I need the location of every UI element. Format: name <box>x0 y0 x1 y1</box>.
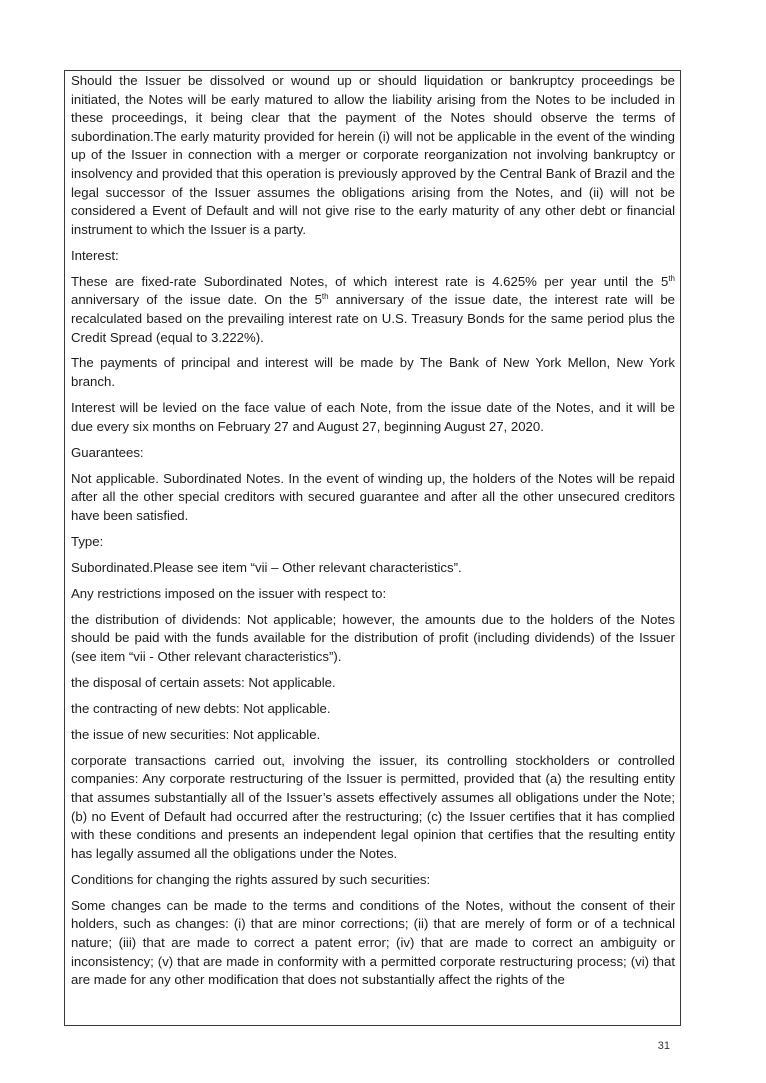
paragraph-disposal-assets: the disposal of certain assets: Not applicable. <box>71 674 336 690</box>
text-segment: anniversary of the issue date. On the 5 <box>71 292 322 308</box>
paragraph-type: Subordinated.Please see item “vii – Other relevant characteristics”. <box>71 559 462 575</box>
heading-interest: Interest: <box>71 247 119 263</box>
text-frame <box>64 70 681 1026</box>
paragraph-payments: The payments of principal and interest will be made by The Bank of New York Mellon, New York branch. <box>71 355 675 390</box>
paragraph-dividends: the distribution of dividends: Not applicable; however, the amounts due to the holders of the Notes should be paid with the funds available for the distribution of profit (including dividends) of the Issuer (see item “vii - Other relevant characteristics”). <box>71 611 675 664</box>
superscript-ordinal: th <box>321 292 329 302</box>
paragraph-interest-rate <box>71 273 675 347</box>
heading-guarantees: Guarantees: <box>71 444 144 460</box>
paragraph-corporate-transactions: corporate transactions carried out, involving the issuer, its controlling stockholders or controlled companies: Any corporate restructuring of the Issuer is permitted, provided that (a) the resulting entity that assumes substantially all of the Issuer’s assets effectively assumes all obligations under the Note; (b) no Event of Default had occurred after the restructuring; (c) the Issuer certifies that it has complied with these conditions and presents an independent legal opinion that certifies that the resulting entity has legally assumed all the obligations under the Notes. <box>71 752 675 861</box>
heading-type: Type: <box>71 533 104 549</box>
paragraph-early-maturity: Should the Issuer be dissolved or wound up or should liquidation or bankruptcy proceedings be initiated, the Notes will be early matured to allow the liability arising from the Notes to be included in these proceedings, it being clear that the payment of the Notes should observe the terms of subordination.The early maturity provided for herein (i) will not be applicable in the event of the winding up of the Issuer in connection with a merger or corporate reorganization not involving bankruptcy or insolvency and provided that this operation is previously approved by the Central Bank of Brazil and the legal successor of the Issuer assumes the obligations arising from the Notes, and (ii) will not be considered a Event of Default and will not give rise to the early maturity of any other debt or financial instrument to which the Issuer is a party. <box>71 73 675 237</box>
page-number: 31 <box>657 1040 670 1052</box>
text-segment: These are fixed-rate Subordinated Notes, of which interest rate is 4.625% per year until the 5 <box>71 273 669 289</box>
text-segment: anniversary of the issue date, the interest rate will be recalculated based on the prevailing interest rate on U.S. Treasury Bonds for the same period plus the Credit Spread (equal to 3.222%). <box>71 292 675 345</box>
paragraph-new-securities: the issue of new securities: Not applicable. <box>71 726 321 742</box>
superscript-ordinal: th <box>668 273 675 283</box>
heading-conditions: Conditions for changing the rights assured by such securities: <box>71 871 431 887</box>
paragraph-guarantees: Not applicable. Subordinated Notes. In the event of winding up, the holders of the Notes will be repaid after all the other special creditors with secured guarantee and after all the other unsecured creditors have been satisfied. <box>71 470 675 523</box>
document-body <box>65 71 680 990</box>
paragraph-interest-schedule: Interest will be levied on the face value of each Note, from the issue date of the Notes, and it will be due every six months on February 27 and August 27, beginning August 27, 2020. <box>71 400 675 434</box>
paragraph-changes: Some changes can be made to the terms and conditions of the Notes, without the consent of their holders, such as changes: (i) that are minor corrections; (ii) that are merely of form or of a technical nature; (iii) that are made to correct a patent error; (iv) that are made to correct an ambiguity or inconsistency; (v) that are made in conformity with a permitted corporate restructuring process; (vi) that are made for any other modification that does not substantially affect the rights of the <box>71 897 675 988</box>
paragraph-new-debts: the contracting of new debts: Not applicable. <box>71 700 331 716</box>
heading-restrictions: Any restrictions imposed on the issuer with respect to: <box>71 585 387 601</box>
